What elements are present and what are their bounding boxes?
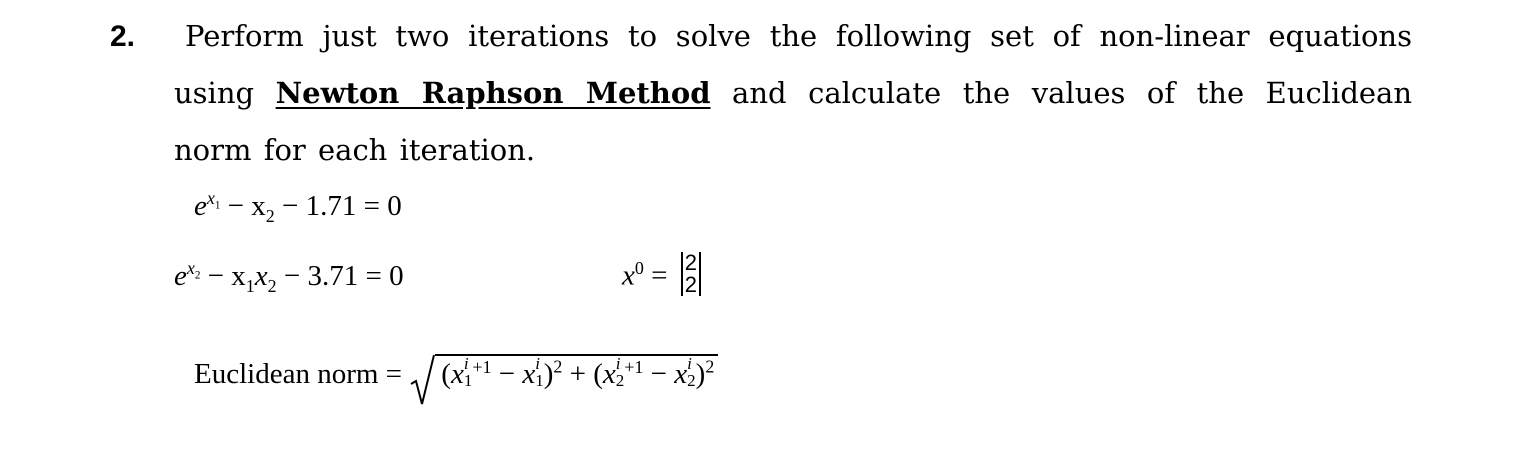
question-number: 2. [110, 20, 136, 53]
radical-icon [409, 354, 435, 406]
euclidean-norm-formula [194, 354, 718, 393]
initial-guess: $x^0 = 2$ 2 [622, 256, 701, 300]
equation-1: $e^{x_1} - x_2 - 1.71 = 0$ [194, 188, 402, 226]
question-line-1: Perform just two iterations to solve the following set of non-linear equations [185, 19, 1412, 53]
initial-vector: 2 2 [681, 252, 701, 296]
line2-prefix: using [174, 76, 276, 110]
line2-suffix: and calculate the values of the Euclidean [710, 76, 1413, 110]
square-root: (x i 1 $^{+1}$ − x i 1 )$^2$ + (x i 2 $^{+1}$ − x i 2 )$^2$ [435, 354, 718, 393]
method-name: Newton Raphson Method [275, 76, 711, 110]
norm-label: Euclidean norm = [194, 358, 410, 390]
equation-2: $e^{x_2} - x_1x_2 - 3.71 = 0$ [174, 258, 404, 296]
question-line-3: norm for each iteration. [174, 133, 536, 167]
question-line-2 [174, 76, 1412, 110]
